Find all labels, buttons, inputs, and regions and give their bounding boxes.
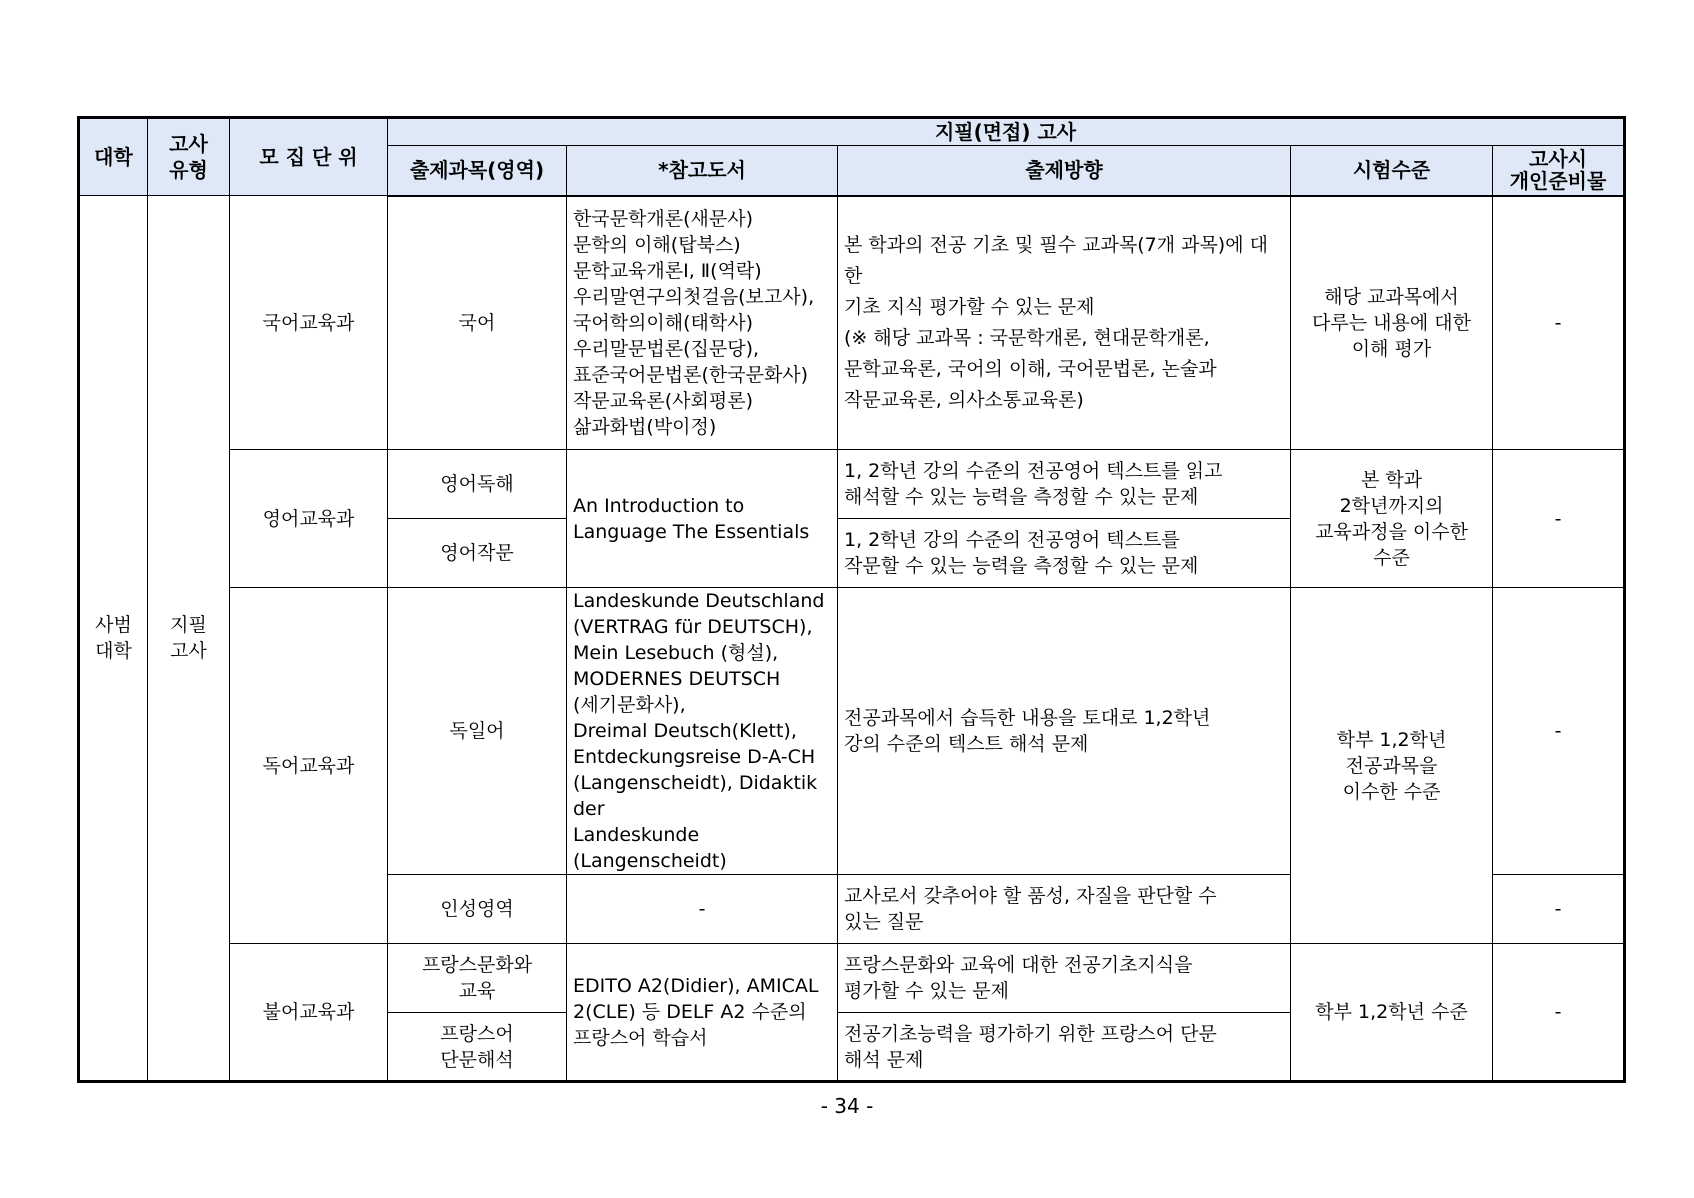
subject-french-1: 프랑스문화와 교육 [388, 944, 567, 1013]
header-exam-type: 고사 유형 [148, 118, 230, 196]
header-materials: 고사시 개인준비물 [1493, 146, 1625, 196]
reference-english: An Introduction to Language The Essentials [567, 450, 838, 588]
level-german: 학부 1,2학년 전공과목을 이수한 수준 [1291, 588, 1493, 944]
reference-german-1: Landeskunde Deutschland (VERTRAG für DEUTSCH), Mein Lesebuch (형설), MODERNES DEUTSCH (세기문화사), Dreimal Deutsch(Klett), Entdeckungsreise D-A-CH (Langenscheidt), Didaktik der Landeskunde (Langenscheidt) [567, 588, 838, 875]
exam-table [77, 116, 1626, 1083]
level-french: 학부 1,2학년 수준 [1291, 944, 1493, 1082]
header-reference: *참고도서 [567, 146, 838, 196]
table-row [79, 450, 1625, 519]
direction-french-2: 전공기초능력을 평가하기 위한 프랑스어 단문 해석 문제 [838, 1013, 1291, 1082]
header-subject: 출제과목(영역) [388, 146, 567, 196]
exam-type-cell: 지필 고사 [148, 196, 230, 1082]
college-cell: 사범 대학 [79, 196, 148, 1082]
header-level: 시험수준 [1291, 146, 1493, 196]
subject-korean: 국어 [388, 196, 567, 450]
table-row [79, 944, 1625, 1013]
materials-german-2: - [1493, 875, 1625, 944]
table-row [79, 196, 1625, 450]
subject-german-1: 독일어 [388, 588, 567, 875]
header-written-exam: 지필(면접) 고사 [388, 118, 1625, 146]
subject-french-2: 프랑스어 단문해석 [388, 1013, 567, 1082]
unit-english: 영어교육과 [230, 450, 388, 588]
reference-french: EDITO A2(Didier), AMICAL 2(CLE) 등 DELF A2 수준의 프랑스어 학습서 [567, 944, 838, 1082]
level-korean: 해당 교과목에서 다루는 내용에 대한 이해 평가 [1291, 196, 1493, 450]
header-college: 대학 [79, 118, 148, 196]
unit-french: 불어교육과 [230, 944, 388, 1082]
header-direction: 출제방향 [838, 146, 1291, 196]
unit-german: 독어교육과 [230, 588, 388, 944]
direction-german-1: 전공과목에서 습득한 내용을 토대로 1,2학년 강의 수준의 텍스트 해석 문제 [838, 588, 1291, 875]
header-unit: 모 집 단 위 [230, 118, 388, 196]
materials-english: - [1493, 450, 1625, 588]
page-number: - 34 - [820, 1094, 874, 1118]
direction-korean: 본 학과의 전공 기초 및 필수 교과목(7개 과목)에 대한 기초 지식 평가할 수 있는 문제 (※ 해당 교과목 : 국문학개론, 현대문학개론, 문학교육론, 국어의 이해, 국어문법론, 논술과 작문교육론, 의사소통교육론) [838, 196, 1291, 450]
direction-german-2: 교사로서 갖추어야 할 품성, 자질을 판단할 수 있는 질문 [838, 875, 1291, 944]
direction-french-1: 프랑스문화와 교육에 대한 전공기초지식을 평가할 수 있는 문제 [838, 944, 1291, 1013]
subject-english-1: 영어독해 [388, 450, 567, 519]
reference-korean: 한국문학개론(새문사) 문학의 이해(탑북스) 문학교육개론Ⅰ, Ⅱ(역락) 우리말연구의첫걸음(보고사), 국어학의이해(태학사) 우리말문법론(집문당), 표준국어문법론(한국문화사) 작문교육론(사회평론) 삶과화법(박이정) [567, 196, 838, 450]
materials-korean: - [1493, 196, 1625, 450]
subject-english-2: 영어작문 [388, 519, 567, 588]
table-row [79, 588, 1625, 875]
subject-german-2: 인성영역 [388, 875, 567, 944]
direction-english-1: 1, 2학년 강의 수준의 전공영어 텍스트를 읽고 해석할 수 있는 능력을 측정할 수 있는 문제 [838, 450, 1291, 519]
materials-german-1: - [1493, 588, 1625, 875]
reference-german-2: - [567, 875, 838, 944]
materials-french: - [1493, 944, 1625, 1082]
direction-english-2: 1, 2학년 강의 수준의 전공영어 텍스트를 작문할 수 있는 능력을 측정할 수 있는 문제 [838, 519, 1291, 588]
level-english: 본 학과 2학년까지의 교육과정을 이수한 수준 [1291, 450, 1493, 588]
unit-korean: 국어교육과 [230, 196, 388, 450]
